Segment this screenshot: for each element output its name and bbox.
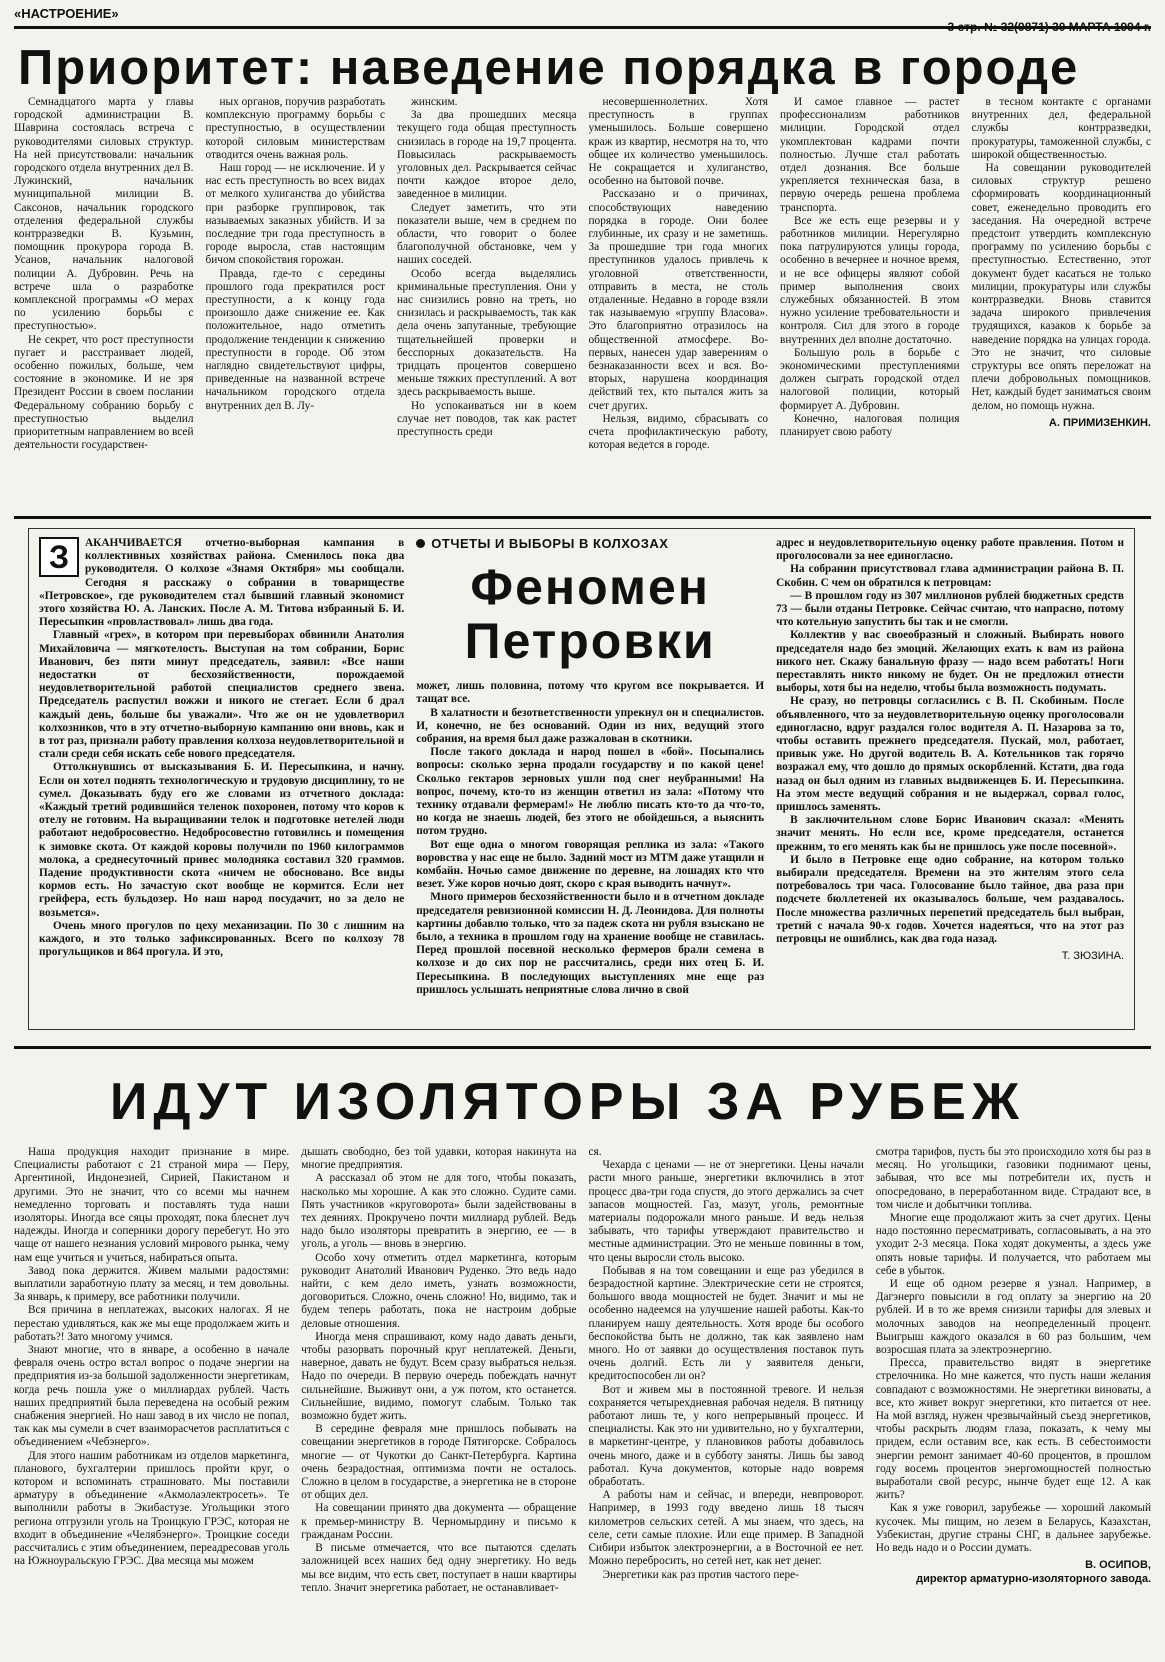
article2-title: Феномен Петровки — [464, 559, 716, 670]
paragraph: А работы нам и сейчас, и впереди, невпроворот. Например, в 1993 году введено лишь 18 тысяч километров сельских сетей. А мы знаем, что здесь, на селе, сети самые плохие. Или еще пример. В Западной Сибири избыток электроэнергии, а в Восточной ее нет. Можно перебросить, но сетей нет, как нет денег. — [588, 1489, 864, 1568]
dropcap: З — [39, 537, 79, 577]
article2-rubric — [416, 537, 764, 550]
paragraph: В середине февраля мне пришлось побывать на совещании энергетиков в городе Пятигорске. Собралось многие — от Чукотки до Санкт-Петербурга. Картина очень безрадостная, оптимизма почти не осталось. Сложно в целом в государстве, а энергетика не в стороне от общих дел. — [301, 1423, 577, 1502]
article2-col-3 — [776, 537, 1124, 1021]
paragraph: И самое главное — растет профессионализм работников милиции. Городской отдел укомплектован кадрами почти полностью. Лучше стал работать отдел дознания. Все больше укрепляется техническая база, в первую очередь решена проблема транспорта. — [780, 96, 960, 214]
paragraph: Чехарда с ценами — не от энергетики. Цены начали расти много раньше, энергетики включились в этот процесс два-три года спустя, до этого держались за счет запасов мощностей. Газ, мазут, уголь, ремонтные материалы подорожали много раньше. И ведь нельзя забывать, что тарифы утверждают правительство и местные администрации. Это не меньше повинны в том, что цены выросли столь высоко. — [588, 1159, 864, 1264]
paragraph: Следует заметить, что эти показатели выше, чем в среднем по области, что говорит о более благополучной обстановке, чем у наших соседей. — [397, 201, 577, 267]
paragraph: может, лишь половина, потому что кругом все покрывается. И тащат все. — [416, 680, 765, 706]
paragraph: Пресса, правительство видят в энергетике стрелочника. Но мне кажется, что пусть наши желания совпадают с возможностями. Не энергетики виноваты, а все, кто живет вокруг энергетики, кто питается от нее. На мой взгляд, нужен чрезвычайный съезд энергетиков, чтобы раскрыть людям глаза, показать, к чему мы придем, если оставим все, как есть. В себестоимости энергии ремонт занимает 40-60 процентов, в прошлом году восемь процентов энергомощностей полностью выработали свой ресурс, нынче будет еще 12. А как жить? — [875, 1357, 1151, 1502]
article3-col-3 — [589, 1146, 864, 1656]
paragraph: АКАНЧИВАЕТСЯ отчетно-выборная кампания в коллективных хозяйствах района. Сменилось пока два руководителя. О колхозе «Знамя Октября» мы сообщали. Сегодня я расскажу о собрании в товариществе «Петровское», где руководителем стал бывший главный экономист этого хозяйства Ю. А. Ланских. После А. М. Титова избранный Б. И. Пересыпкин «провластвовал» лишь два года. — [39, 537, 405, 629]
paragraph: Главный «грех», в котором при перевыборах обвинили Анатолия Михайловича — мягкотелость. Выступая на том собрании, Борис Иванович, без пяти минут председатель, заявил: «Все наши недостатки от бесхозяйственности, порождаемой неудовлетворительной работой специалистов среднего звена. Председатель распустил вожжи и никого не стегает. Если б драл каждый день, больше бы уважали». Что же он не удовлетворил колхозников, что в эту отчетно-выборную кампанию они вновь, как и в тот раз, признали работу правления колхоза неудовлетворительной и стали среди себя искать себе нового председателя. — [39, 629, 405, 761]
article1-col-5 — [780, 96, 960, 508]
rubric: «НАСТРОЕНИЕ» — [14, 6, 119, 21]
paragraph: Очень много прогулов по цеху механизации. По 30 с лишним на каждого, и это только зафиксированных. Всего по колхозу 78 прогульщиков и 864 прогула. И это, — [39, 919, 405, 959]
article3-body — [14, 1146, 1151, 1656]
section-rule-2 — [14, 1046, 1151, 1049]
article3-signature-role: директор арматурно-изоляторного завода. — [916, 1572, 1151, 1585]
paragraph: Вот еще одна о многом говорящая реплика из зала: «Такого воровства у нас еще не было. Задний мост из МТМ даже утащили и комбайн. Ночью самое движение по деревне, на лошадях кто что везет. Уже коров ночью доят, скоро с края выводить начнут». — [416, 838, 765, 891]
issue-info: 3 стр. № 32(9871) 30 МАРТА 1994 г. — [947, 20, 1151, 34]
paragraph: Особо всегда выделялись криминальные преступления. Они у нас снизились ровно на треть, но снизилась и раскрываемость, так как дела очень запутанные, требующие тщательнейшей проверки и бесспорных доказательств. На тридцать процентов совершено меньше тяжких преступлений. А вот здесь раскрываемость выше. — [397, 267, 577, 399]
paragraph: На собрании присутствовал глава администрации района В. П. Скобин. С чем он обратился к петровцам: — [776, 563, 1125, 589]
paragraph: И было в Петровке еще одно собрание, на котором только выбирали председателя. Времени на это жителям этого села потребовалось три часа. Голосование было тайное, два раза при подсчете бюллетеней их оказывалось больше, чем раздавалось. После множества различных перепетий председатель был выбран, третий с начала 90-х годов. Хочется надеяться, что на этот раз петровцы не ошиблись, как два года назад. — [776, 853, 1125, 946]
rubric-label: ОТЧЕТЫ И ВЫБОРЫ В КОЛХОЗАХ — [431, 537, 669, 551]
paragraph: Энергетики как раз против частого пере- — [602, 1568, 799, 1581]
paragraph: Для этого нашим работникам из отделов маркетинга, планового, бухгалтерии пришлось пройти круг, о котором и вспоминать страшновато. Мы поставили арматуру в объединение «Акмолаэлектросеть». Те выполнили работы в Экибастузе. Угольщики этого региона отгрузили уголь на Троицкую ГРЭС, которая не входит в объединение «Челябэнерго». Троицкие соседи рассчитались с этим объединением, переадресовав уголь на Южноуральскую ГРЭС. Два месяца мы можем — [14, 1449, 290, 1568]
paragraph: ся. — [588, 1146, 602, 1158]
paragraph: Знают многие, что в январе, а особенно в начале февраля очень остро встал вопрос о подаче энергии на предприятия из-за большой задолженности энергетикам, когда речь пошла уже о миллиардах рублей. Часть наших предприятий была переведена на особый режим снабжения энергией. Но наш завод в их число не попал, так как мы сумели в счет взаиморасчетов расплатиться с объединением «Чебэнерго». — [14, 1344, 290, 1449]
article1-col-3 — [397, 96, 577, 508]
paragraph: Побывав я на том совещании и еще раз убедился в безрадостной картине. Электрические сети не строятся, большого ввода мощностей не будет. Значит и мы не особенно надеемся на улучшение нашей работы. Как-то планируем нашу деятельность. Хотя вроде бы особого беспокойства быть не должно, так как заявлено нам много. Но от заявки до осуществления поставок путь очень долгий. Есть ли у заявителя деньги, кредитоспособен ли он? — [588, 1264, 864, 1383]
paragraph: На совещании принято два документа — обращение к премьер-министру В. Черномырдину и письмо к гражданам России. — [301, 1502, 577, 1541]
paragraph: Нельзя, видимо, сбрасывать со счета профилактическую работу, которая ведется в городе. — [588, 412, 768, 452]
article3-title: ИДУТ ИЗОЛЯТОРЫ ЗА РУБЕЖ — [110, 1073, 1025, 1131]
article3-col-2 — [301, 1146, 576, 1656]
article3-col-1 — [14, 1146, 289, 1656]
paragraph: жинским. — [411, 96, 458, 108]
paragraph: Вот и живем мы в постоянной тревоге. И нельзя сохраняется четырехдневная рабочая неделя. В пятницу работают лишь те, у кого непрерывный процесс. И специалисты. Как это ни удивительно, но у бухгалтерии, в маркетинг-центре, у плановиков работы добавилось очень много, даже и в субботу заняты. Лишь бы завод работал. Куча документов, которые надо вовремя обработать. — [588, 1383, 864, 1489]
paragraph: Рассказано и о причинах, способствующих наведению порядка в городе. Они более глубинные, их сразу и не заметишь. За прошедшие три года многих преступников удалось привлечь к уголовной ответственности, отправить в места, не столь отдаленные. Недавно в городе взяли так называемую «группу Власова». Это благоприятно отразилось на общественной атмосфере. Во-первых, нанесен удар заверениям о безнаказанности всех и вся. Во-вторых, нарушена координация действий тех, кто пытался жить за счет других. — [588, 188, 768, 412]
paragraph: Семнадцатого марта у главы городской администрации В. Шаврина состоялась встреча с руководителями силовых структур. На ней присутствовали: начальник городского отдела внутренних дел В. Лужинский, начальник муниципальной милиции В. Саксонов, начальник городского отделения федеральной службы контрразведки В. Кузьмин, помощник прокурора города В. Усанов, начальник налоговой полиции А. Дубровин. Речь на встрече шла о разработке комплексной программы «О мерах по усилению борьбы с преступностью». — [14, 96, 194, 333]
article1-col-4 — [589, 96, 769, 508]
paragraph: смотра тарифов, пусть бы это происходило хотя бы раз в месяц. Но угольщики, газовики поднимают цены, забывая, что все мы потребители их, пусть и опосредовано, в переработанном виде. Страдают все, в том числе и добытчики топлива. — [875, 1146, 1151, 1211]
paragraph: Коллектив у вас своеобразный и сложный. Выбирать нового председателя надо без эмоций. Желающих ехать к вам из района никого нет. Скажу банальную фразу — надо всем работать! Ноги переставлять никто никому не будет. Он не предложил отнести выборы, хотя бы на неделю, чтобы была возможность подумать. — [776, 629, 1125, 695]
article2-frame — [28, 528, 1135, 1030]
bullet-icon — [416, 539, 425, 548]
paragraph: Много примеров бесхозяйственности было и в отчетном докладе председателя ревизионной комиссии Н. Д. Леонидова. Для полноты картины добавлю только, что за падеж скота ни рубля взыскано не было, а техника в прошлом году на хранение вообще не ставилась. Перед прошлой посевной несколько фермеров брали семена в колхозе и до сих пор не рассчитались, среди них отец Б. И. Пересыпкина. В последующих выступлениях мне еще раз пришлось услышать неприятные слова лично в свой — [416, 891, 765, 996]
paragraph: В заключительном слове Борис Иванович сказал: «Менять значит менять. Но если все, кроме председателя, останется прежним, то его менять как бы не пришлось уже после посевной». — [776, 814, 1125, 853]
paragraph: Не секрет, что рост преступности пугает и расстраивает людей, особенно пожилых, больше, чем состояние в экономике. И не зря Президент России в своем послании Федеральному собранию борьбу с преступностью выделил приоритетным направлением во всей деятельности государствен- — [14, 333, 194, 452]
paragraph: Многие еще продолжают жить за счет других. Цены надо постоянно пересматривать, согласовывать, а на это уходит 2-3 месяца. Пока ходят документы, а здесь уже опять новые тарифы. И получается, что работаем мы себе в убыток. — [875, 1212, 1151, 1277]
paragraph: адрес и неудовлетворительную оценку работе правления. Потом и проголосовали за нее единогласно. — [776, 537, 1125, 563]
article1-col-2 — [206, 96, 386, 508]
article2-col-2 — [416, 537, 764, 1021]
section-rule-1 — [14, 516, 1151, 519]
paragraph: За два прошедших месяца текущего года общая преступность снизилась в городе на 19,7 процента. Повысилась раскрываемость уголовных дел. Раскрывается сейчас почти каждое второе дело, заведенное в милиции. — [397, 109, 577, 201]
paragraph: И еще об одном резерве я узнал. Например, в Дагэнерго повысили в год оплату за энергию на 20 рублей. И в то же время снизили тарифы для элевых и молочных заводов на неопределенный процент. Выигрыш каждого оказался в 60 раз большим, чем возросшая плата за электроэнергию. — [875, 1278, 1151, 1357]
top-rule — [14, 26, 1151, 29]
paragraph: Оттолкнувшись от высказывания Б. И. Пересыпкина, и начну. Если он хотел поднять технологическую и трудовую дисциплину, то не сумел. Доказывать буду его же словами из отчетного доклада: «Каждый третий родившийся теленок похоронен, потому что коров к отелу не готовим. На выращивании телок и подготовке нетелей люди работают недобросовестно. Недобросовестно готовились и помещения к зимовке скота. От каждой коровы получили по 1960 килограммов молока, а среднесуточный привес молодняка составил 320 граммов. Падение продуктивности скота «ничем не обосновано. Все виды кормов есть. Но зачастую скот вообще не кормится. Если нет грейфера, есть бульдозер. Но наш народ посудачит, но за дело не возьмется». — [39, 761, 405, 919]
paragraph: В халатности и безответственности упрекнул он и специалистов. И, конечно, не без оснований. Один из них, ведущий этого собрания, на время был даже разжалован в скотники. — [416, 706, 765, 746]
paragraph: в тесном контакте с органами внутренних дел, федеральной службы контрразведки, прокуратуры, таможенной службы, с широкой общественностью. — [971, 96, 1151, 161]
paragraph: Вся причина в неплатежах, высоких налогах. Я не перестаю удивляться, как же мы еще продолжаем жить и работать?! Зато многому учимся. — [14, 1304, 290, 1343]
article3-col-4 — [876, 1146, 1151, 1656]
paragraph: ных органов, поручив разработать комплексную программу борьбы с преступностью, в осуществлении которой силовым министерствам отводится очень важная роль. — [205, 96, 385, 161]
paragraph: Иногда меня спрашивают, кому надо давать деньги, чтобы разорвать порочный круг неплатежей. Деньги, наверное, давать не будут. Всем сразу выбраться нельзя. Надо по очереди. В первую очередь побеждать начнут сильнейшие. Выживут они, а уж потом, кто останется. Сильнейшие, видимо, помогут слабым. Только так возможно будет жить. — [301, 1330, 577, 1423]
paragraph: Наш город — не исключение. И у нас есть преступность во всех видах от мелкого хулиганства до убийства при разборке группировок, так называемых заказных убийств. И за последние три года преступность в городе выросла, став настоящим бичом спокойствия горожан. — [205, 162, 385, 267]
paragraph: После такого доклада и народ пошел в «бой». Посыпались вопросы: сколько зерна продали государству и по какой цене! Сколько гектаров зерновых ушли под снег неубранными! На вопрос, почему, кто-то из женщин ответил из зала: «Потому что технику отдавали фермерам!» Не люблю писать кто-то да что-то, но когда не знаешь людей, без этого не обойдешься, а выяснить потом трудно. — [416, 746, 765, 838]
article1-body — [14, 96, 1151, 508]
paragraph: Но успокаиваться ни в коем случае нет поводов, так как растет преступность среди — [397, 399, 577, 439]
paragraph: В письме отмечается, что все пытаются сделать заложницей всех наших бед одну энергетику. Но ведь мы все видим, что есть свет, поступает в наши квартиры тепло. Значит энергетика работает, не останавливает- — [301, 1542, 577, 1594]
paragraph: несовершеннолетних. Хотя преступность в группах уменьшилось. Больше совершено краж из квартир, несмотря на то, что общее их количество уменьшилось. Не сокращается и хулиганство, особенно на бытовой почве. — [588, 96, 768, 188]
article2-signature: Т. ЗЮЗИНА. — [1061, 950, 1125, 963]
article2-col-1 — [39, 537, 404, 1021]
paragraph: Завод пока держится. Живем малыми радостями: выплатили заработную плату за месяц, и тем довольны. За январь, к примеру, все работники получили. — [14, 1264, 290, 1304]
paragraph: Все же есть еще резервы и у работников милиции. Нерегулярно пока патрулируются улицы города, особенно в вечернее и ночное время, и не все офицеры являют собой пример выполнения своих служебных обязанностей. В этом нужно усиление требовательности и контроля. Сил для этого в городе внутренних дел вполне достаточно. — [780, 214, 960, 346]
paragraph: Особо хочу отметить отдел маркетинга, которым руководит Анатолий Иванович Руденко. Это ведь надо найти, с кем дело иметь, узнать возможности, договориться. Сложно, очень сложно! Но, видимо, так и будем теперь работать, пока не настроим добрые деловые отношения. — [301, 1251, 577, 1330]
article1-signature: А. ПРИМИЗЕНКИН. — [1048, 416, 1151, 429]
article1-title: Приоритет: наведение порядка в городе — [18, 41, 1080, 95]
paragraph: Наша продукция находит признание в мире. Специалисты работают с 21 страной мира — Перу, Аргентиной, Индонезией, Сирией, Пакистаном и другими. Это не значит, что со всеми мы начнем немедленно торговать и поставлять туда наши изоляторы. Иногда все сяцы проходят, пока блеснет луч надежды. Иногда и соперники дорогу перебегут. Но это чаще от нашего незнания условий мирового рынка, чему нам еще учиться и учиться, набираться опыта. — [14, 1146, 290, 1264]
paragraph: Как я уже говорил, зарубежье — хороший лакомый кусочек. Мы пищим, но лезем в Беларусь, Казахстан, Узбекистан, другие страны СНГ, в дальнее зарубежье. Но ведь надо и о России думать. — [875, 1502, 1151, 1555]
paragraph: Не сразу, но петровцы согласились с В. П. Скобиным. После объявленного, что за неудовлетворительную оценку проголосовали единогласно, вдруг раздался голос водителя А. П. Назарова за то, чтобы оставить прежнего председателя. Пускай, мол, работает, привык уже. Но другой водитель В. А. Котельников так горячо возражал ему, что дошло до прямых оскорблений. Кстати, два года назад он был одним из главных выдвиженцев Б. И. Пересыпкина. На этом месте ведущий собрания и не выдержал, сорвал голос, пришлось заменять. — [776, 695, 1125, 814]
paragraph: А рассказал об этом не для того, чтобы показать, насколько мы хорошие. А как это сложно. Судите сами. Пять участников «круговорота» были задействованы в тех деяниях. Прокручено почти миллиард рублей. Ведь надо было изоляторы превратить в энергию, ее — в уголь, а уголь — вновь в энергию. — [301, 1172, 577, 1251]
paragraph: Большую роль в борьбе с экономическими преступлениями должен сыграть городской отдел налоговой полиции, который формирует А. Дубровин. — [780, 346, 960, 412]
article1-col-1 — [14, 96, 194, 508]
paragraph: — В прошлом году из 307 миллионов рублей бюджетных средств 73 — были отданы Петровке. Сейчас считаю, что напрасно, потому что котельную запустить бы так и не смогли. — [776, 589, 1125, 629]
paragraph: Конечно, налоговая полиция планирует свою работу — [780, 412, 960, 439]
article1-col-6 — [972, 96, 1152, 508]
paragraph: Правда, где-то с середины прошлого года прекратился рост преступности, а к концу года произошло даже снижение ее. Как положительное, надо отметить продолжение тенденции к снижению преступности в городе. Об этом наглядно свидетельствуют цифры, приведенные на названной встрече начальником городского отдела внутренних дел В. Лу- — [205, 267, 385, 412]
paragraph: дышать свободно, без той удавки, которая накинута на многие предприятия. — [301, 1146, 577, 1172]
paragraph: На совещании руководителей силовых структур решено сформировать координационный совет, еженедельно проводить его заседания. На очередной встрече предстоит утвердить комплексную программу по усилению борьбы с преступностью. Естественно, этот документ будет касаться не только милиции, прокуратуры или службы контрразведки. Вновь ставится задача широкого привлечения трудящихся, казаков к борьбе за наведение порядка на улицах города. Это не значит, что силовые структуры все опять переложат на плечи добровольных помощников. Нет, каждый будет заниматься своим делом, но помощь нужна. — [971, 162, 1151, 412]
article3-signature-name: В. ОСИПОВ, — [1085, 1559, 1151, 1572]
